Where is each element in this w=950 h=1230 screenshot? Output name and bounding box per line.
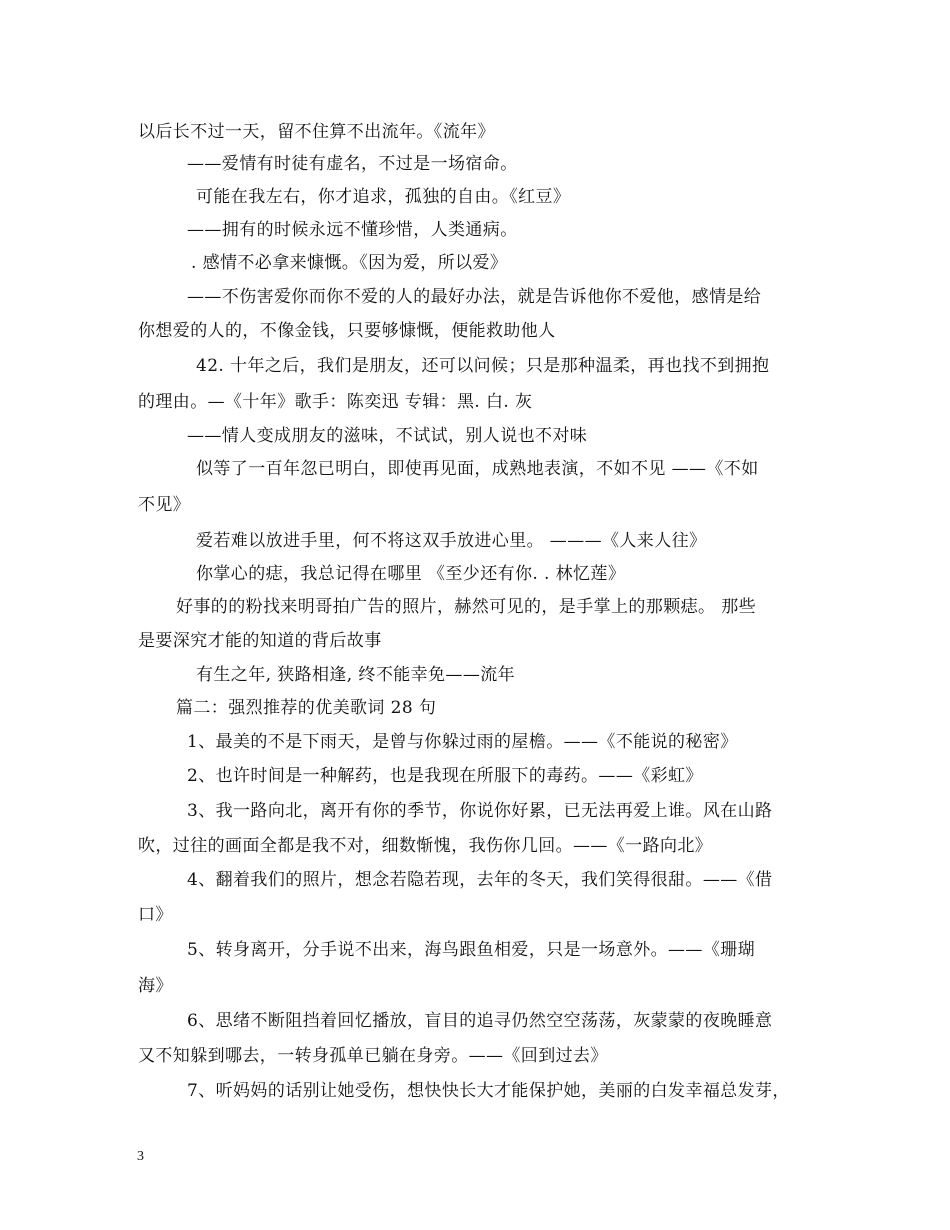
text-line: 7、听妈妈的话别让她受伤，想快快长大才能保护她，美丽的白发幸福总发芽，	[187, 1081, 790, 1101]
text-line: 是要深究才能的知道的背后故事	[138, 631, 382, 651]
text-line: 可能在我左右，你才追求，孤独的自由。《红豆》	[196, 187, 571, 207]
text-line: 以后长不过一天，留不住算不出流年。《流年》	[138, 122, 495, 142]
text-line: 2、也许时间是一种解药，也是我现在所服下的毒药。——《彩虹》	[187, 766, 703, 786]
text-line: 6、思绪不断阻挡着回忆播放，盲目的追寻仍然空空荡荡，灰蒙蒙的夜晚睡意	[187, 1011, 773, 1031]
text-line: 42. 十年之后，我们是朋友，还可以问候；只是那种温柔，再也找不到拥抱	[196, 356, 770, 376]
text-line: 好事的的粉找来明哥拍广告的照片，赫然可见的，是手掌上的那颗痣。 那些	[176, 597, 757, 617]
text-line: ——爱情有时徒有虚名，不过是一场宿命。	[187, 154, 518, 174]
text-line: 爱若难以放进手里，何不将这双手放进心里。 ———《人来人往》	[196, 531, 707, 551]
text-line: 有生之年, 狭路相逢, 终不能幸免——流年	[196, 665, 516, 685]
text-line: ——不伤害爱你而你不爱的人的最好办法，就是告诉他你不爱他，感情是给	[187, 287, 762, 307]
text-line: 吹，过往的画面全都是我不对，细数惭愧，我伤你几回。——《一路向北》	[138, 836, 713, 856]
text-line: 1、最美的不是下雨天，是曾与你躲过雨的屋檐。——《不能说的秘密》	[187, 732, 738, 752]
text-line: . 感情不必拿来慷慨。《因为爱，所以爱》	[191, 253, 508, 273]
section-heading: 篇二：强烈推荐的优美歌词 28 句	[176, 698, 437, 718]
page-number: 3	[137, 1149, 144, 1164]
text-line: ——情人变成朋友的滋味，不试试，别人说也不对味	[187, 426, 588, 446]
text-line: 3、我一路向北，离开有你的季节，你说你好累，已无法再爱上谁。风在山路	[187, 801, 773, 821]
text-line: 又不知躲到哪去，一转身孤单已躺在身旁。——《回到过去》	[138, 1046, 608, 1066]
text-line: 海》	[138, 976, 173, 996]
text-line: 不见》	[138, 495, 191, 515]
text-line: 5、转身离开，分手说不出来，海鸟跟鱼相爱，只是一场意外。——《珊瑚	[187, 940, 756, 960]
text-line: 的理由。—《十年》歌手：陈奕迅 专辑：黑. 白. 灰	[138, 392, 533, 412]
text-line: ——拥有的时候永远不懂珍惜，人类通病。	[187, 220, 518, 240]
text-line: 4、翻着我们的照片，想念若隐若现，去年的冬天，我们笑得很甜。——《借	[187, 870, 773, 890]
text-line: 你掌心的痣，我总记得在哪里 《至少还有你. . 林忆莲》	[196, 564, 626, 584]
text-line: 你想爱的人的，不像金钱，只要够慷慨，便能救助他人	[138, 321, 556, 341]
text-line: 似等了一百年忽已明白，即使再见面，成熟地表演，不如不见 ——《不如	[196, 459, 759, 479]
text-line: 口》	[138, 905, 173, 925]
